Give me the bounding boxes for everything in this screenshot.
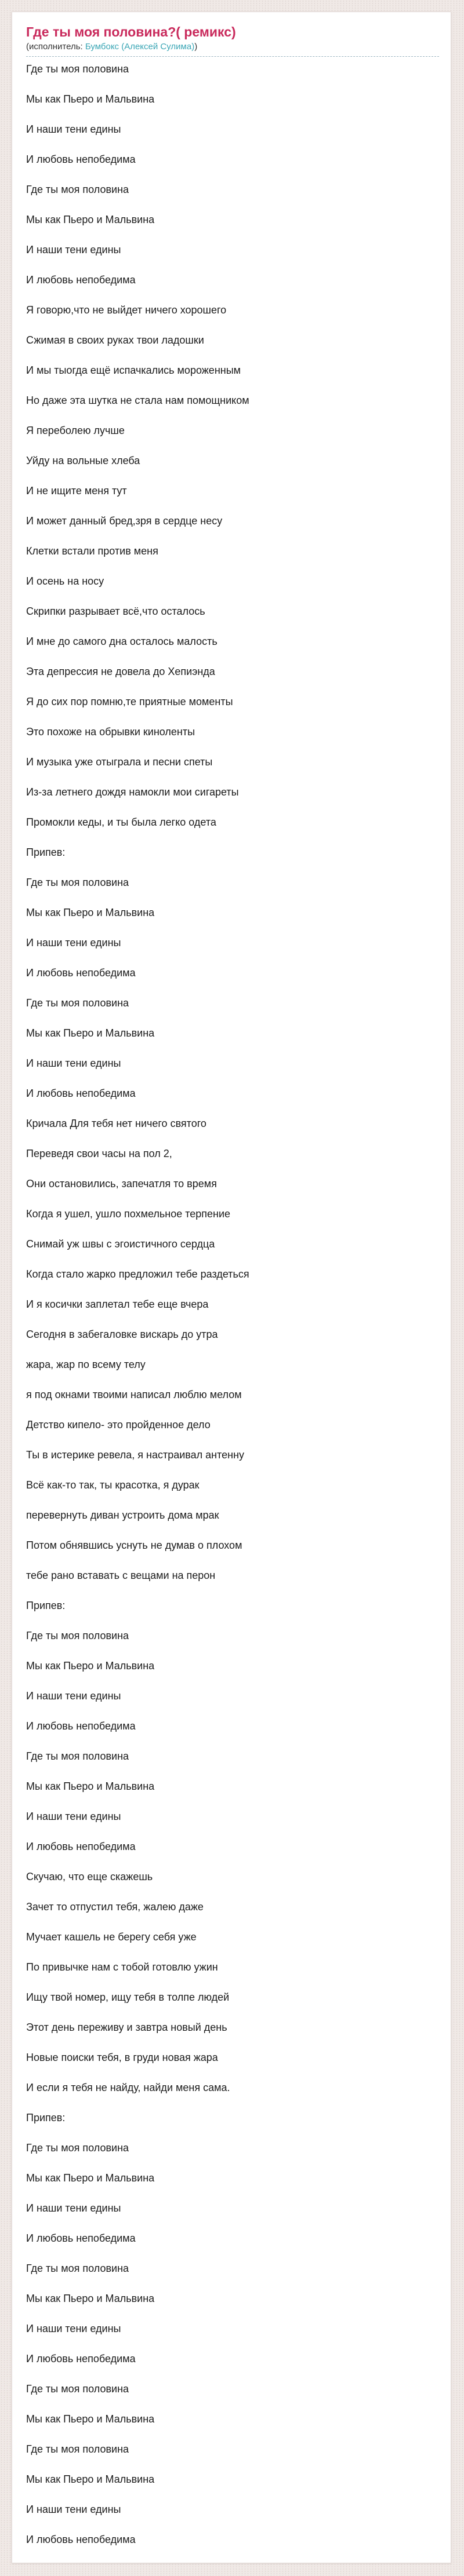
lyric-line: По привычке нам с тобой готовлю ужин bbox=[26, 1961, 218, 1973]
lyric-line: И наши тени едины bbox=[26, 123, 121, 135]
song-header bbox=[26, 24, 439, 57]
lyrics-text bbox=[26, 57, 439, 2545]
artist-label: (исполнитель: bbox=[26, 42, 83, 52]
lyric-line: И любовь непобедима bbox=[26, 1841, 136, 1852]
lyric-line: Где ты моя половина bbox=[26, 997, 129, 1009]
lyric-line: Клетки встали против меня bbox=[26, 545, 158, 557]
lyric-line: Они остановились, запечатля то время bbox=[26, 1178, 217, 1190]
lyric-line: И любовь непобедима bbox=[26, 1088, 136, 1099]
lyric-line: Мучает кашель не берегу себя уже bbox=[26, 1931, 197, 1943]
lyric-line: Где ты моя половина bbox=[26, 2263, 129, 2274]
lyric-line: тебе рано вставать с вещами на перон bbox=[26, 1570, 216, 1581]
lyric-line: Мы как Пьеро и Мальвина bbox=[26, 1780, 155, 1792]
lyric-line: Мы как Пьеро и Мальвина bbox=[26, 907, 155, 918]
lyric-line: Я переболею лучше bbox=[26, 425, 125, 436]
lyric-line: Эта депрессия не довела до Хепиэнда bbox=[26, 666, 215, 677]
lyric-line: И не ищите меня тут bbox=[26, 485, 127, 497]
lyric-line: И я косички заплетал тебе еще вчера bbox=[26, 1298, 209, 1310]
lyric-line: И любовь непобедима bbox=[26, 967, 136, 979]
lyric-line: И музыка уже отыграла и песни спеты bbox=[26, 756, 213, 768]
lyric-line: Когда я ушел, ушло похмельное терпение bbox=[26, 1208, 231, 1220]
lyric-line: И любовь непобедима bbox=[26, 2353, 136, 2365]
lyric-line: И осень на носу bbox=[26, 575, 104, 587]
lyric-line: Я до сих пор помню,те приятные моменты bbox=[26, 696, 233, 707]
lyric-line: Новые поиски тебя, в груди новая жара bbox=[26, 2052, 218, 2063]
lyric-line: Где ты моя половина bbox=[26, 2142, 129, 2154]
lyric-line: Где ты моя половина bbox=[26, 1750, 129, 1762]
lyric-line: Припев: bbox=[26, 846, 66, 858]
lyric-line: И если я тебя не найду, найди меня сама. bbox=[26, 2082, 230, 2093]
lyric-line: Где ты моя половина bbox=[26, 877, 129, 888]
lyric-line: Сжимая в своих руках твои ладошки bbox=[26, 334, 204, 346]
lyric-line: перевернуть диван устроить дома мрак bbox=[26, 1509, 219, 1521]
lyric-line: Припев: bbox=[26, 2112, 66, 2123]
lyric-line: И наши тени едины bbox=[26, 1690, 121, 1702]
lyric-line: Кричала Для тебя нет ничего святого bbox=[26, 1118, 206, 1129]
lyric-line: Это похоже на обрывки киноленты bbox=[26, 726, 195, 738]
lyric-line: И любовь непобедима bbox=[26, 2232, 136, 2244]
lyric-line: я под окнами твоими написал люблю мелом bbox=[26, 1389, 242, 1400]
lyric-line: И наши тени едины bbox=[26, 2323, 121, 2334]
artist-link[interactable]: Бумбокс (Алексей Сулима) bbox=[85, 42, 195, 52]
lyric-line: Уйду на вольные хлеба bbox=[26, 455, 140, 466]
lyric-line: Мы как Пьеро и Мальвина bbox=[26, 2473, 155, 2485]
lyric-line: И наши тени едины bbox=[26, 2504, 121, 2515]
lyric-line: Снимай уж швы с эгоистичного сердца bbox=[26, 1238, 215, 1250]
lyric-line: Потом обнявшись уснуть не думав о плохом bbox=[26, 1539, 242, 1551]
lyric-line: И наши тени едины bbox=[26, 2202, 121, 2214]
lyric-line: Где ты моя половина bbox=[26, 184, 129, 195]
song-title: Где ты моя половина?( ремикс) bbox=[26, 24, 236, 39]
lyric-line: И любовь непобедима bbox=[26, 1720, 136, 1732]
song-subtitle bbox=[26, 42, 439, 52]
lyric-line: И наши тени едины bbox=[26, 244, 121, 256]
lyric-line: И наши тени едины bbox=[26, 1811, 121, 1822]
lyric-line: Припев: bbox=[26, 1600, 66, 1611]
lyric-line: Промокли кеды, и ты была легко одета bbox=[26, 816, 216, 828]
lyric-line: Мы как Пьеро и Мальвина bbox=[26, 214, 155, 225]
lyric-line: И любовь непобедима bbox=[26, 2534, 136, 2545]
lyric-line: жара, жар по всему телу bbox=[26, 1359, 146, 1370]
lyric-line: Сегодня в забегаловке вискарь до утра bbox=[26, 1329, 218, 1340]
lyric-line: Где ты моя половина bbox=[26, 1630, 129, 1641]
lyric-line: Где ты моя половина bbox=[26, 2383, 129, 2395]
lyrics-card bbox=[12, 12, 451, 2563]
lyric-line: Где ты моя половина bbox=[26, 2443, 129, 2455]
lyric-line: Детство кипело- это пройденное дело bbox=[26, 1419, 211, 1431]
lyric-line: Мы как Пьеро и Мальвина bbox=[26, 2293, 155, 2304]
lyric-line: Всё как-то так, ты красотка, я дурак bbox=[26, 1479, 200, 1491]
lyric-line: Где ты моя половина bbox=[26, 63, 129, 75]
lyric-line: И может данный бред,зря в сердце несу bbox=[26, 515, 223, 527]
lyric-line: Скучаю, что еще скажешь bbox=[26, 1871, 153, 1882]
lyric-line: Ищу твой номер, ищу тебя в толпе людей bbox=[26, 1991, 230, 2003]
lyric-line: Из-за летнего дождя намокли мои сигареты bbox=[26, 786, 239, 798]
lyric-line: И мне до самого дна осталось малость bbox=[26, 636, 217, 647]
lyric-line: И любовь непобедима bbox=[26, 274, 136, 286]
lyric-line: Я говорю,что не выйдет ничего хорошего bbox=[26, 304, 227, 316]
lyric-line: Когда стало жарко предложил тебе раздеться bbox=[26, 1268, 249, 1280]
subtitle-close-paren: ) bbox=[194, 42, 198, 52]
lyric-line: И любовь непобедима bbox=[26, 154, 136, 165]
lyric-line: И наши тени едины bbox=[26, 1057, 121, 1069]
lyric-line: Переведя свои часы на пол 2, bbox=[26, 1148, 172, 1159]
lyric-line: Мы как Пьеро и Мальвина bbox=[26, 1660, 155, 1672]
lyric-line: Мы как Пьеро и Мальвина bbox=[26, 2172, 155, 2184]
lyric-line: И наши тени едины bbox=[26, 937, 121, 948]
lyric-line: Зачет то отпустил тебя, жалею даже bbox=[26, 1901, 204, 1913]
lyric-line: Мы как Пьеро и Мальвина bbox=[26, 2413, 155, 2425]
lyric-line: И мы тыогда ещё испачкались мороженным bbox=[26, 364, 241, 376]
lyric-line: Но даже эта шутка не стала нам помощником bbox=[26, 395, 249, 406]
lyric-line: Этот день переживу и завтра новый день bbox=[26, 2022, 227, 2033]
lyric-line: Скрипки разрывает всё,что осталось bbox=[26, 605, 205, 617]
lyric-line: Ты в истерике ревела, я настраивал антенну bbox=[26, 1449, 245, 1461]
lyric-line: Мы как Пьеро и Мальвина bbox=[26, 93, 155, 105]
lyric-line: Мы как Пьеро и Мальвина bbox=[26, 1027, 155, 1039]
